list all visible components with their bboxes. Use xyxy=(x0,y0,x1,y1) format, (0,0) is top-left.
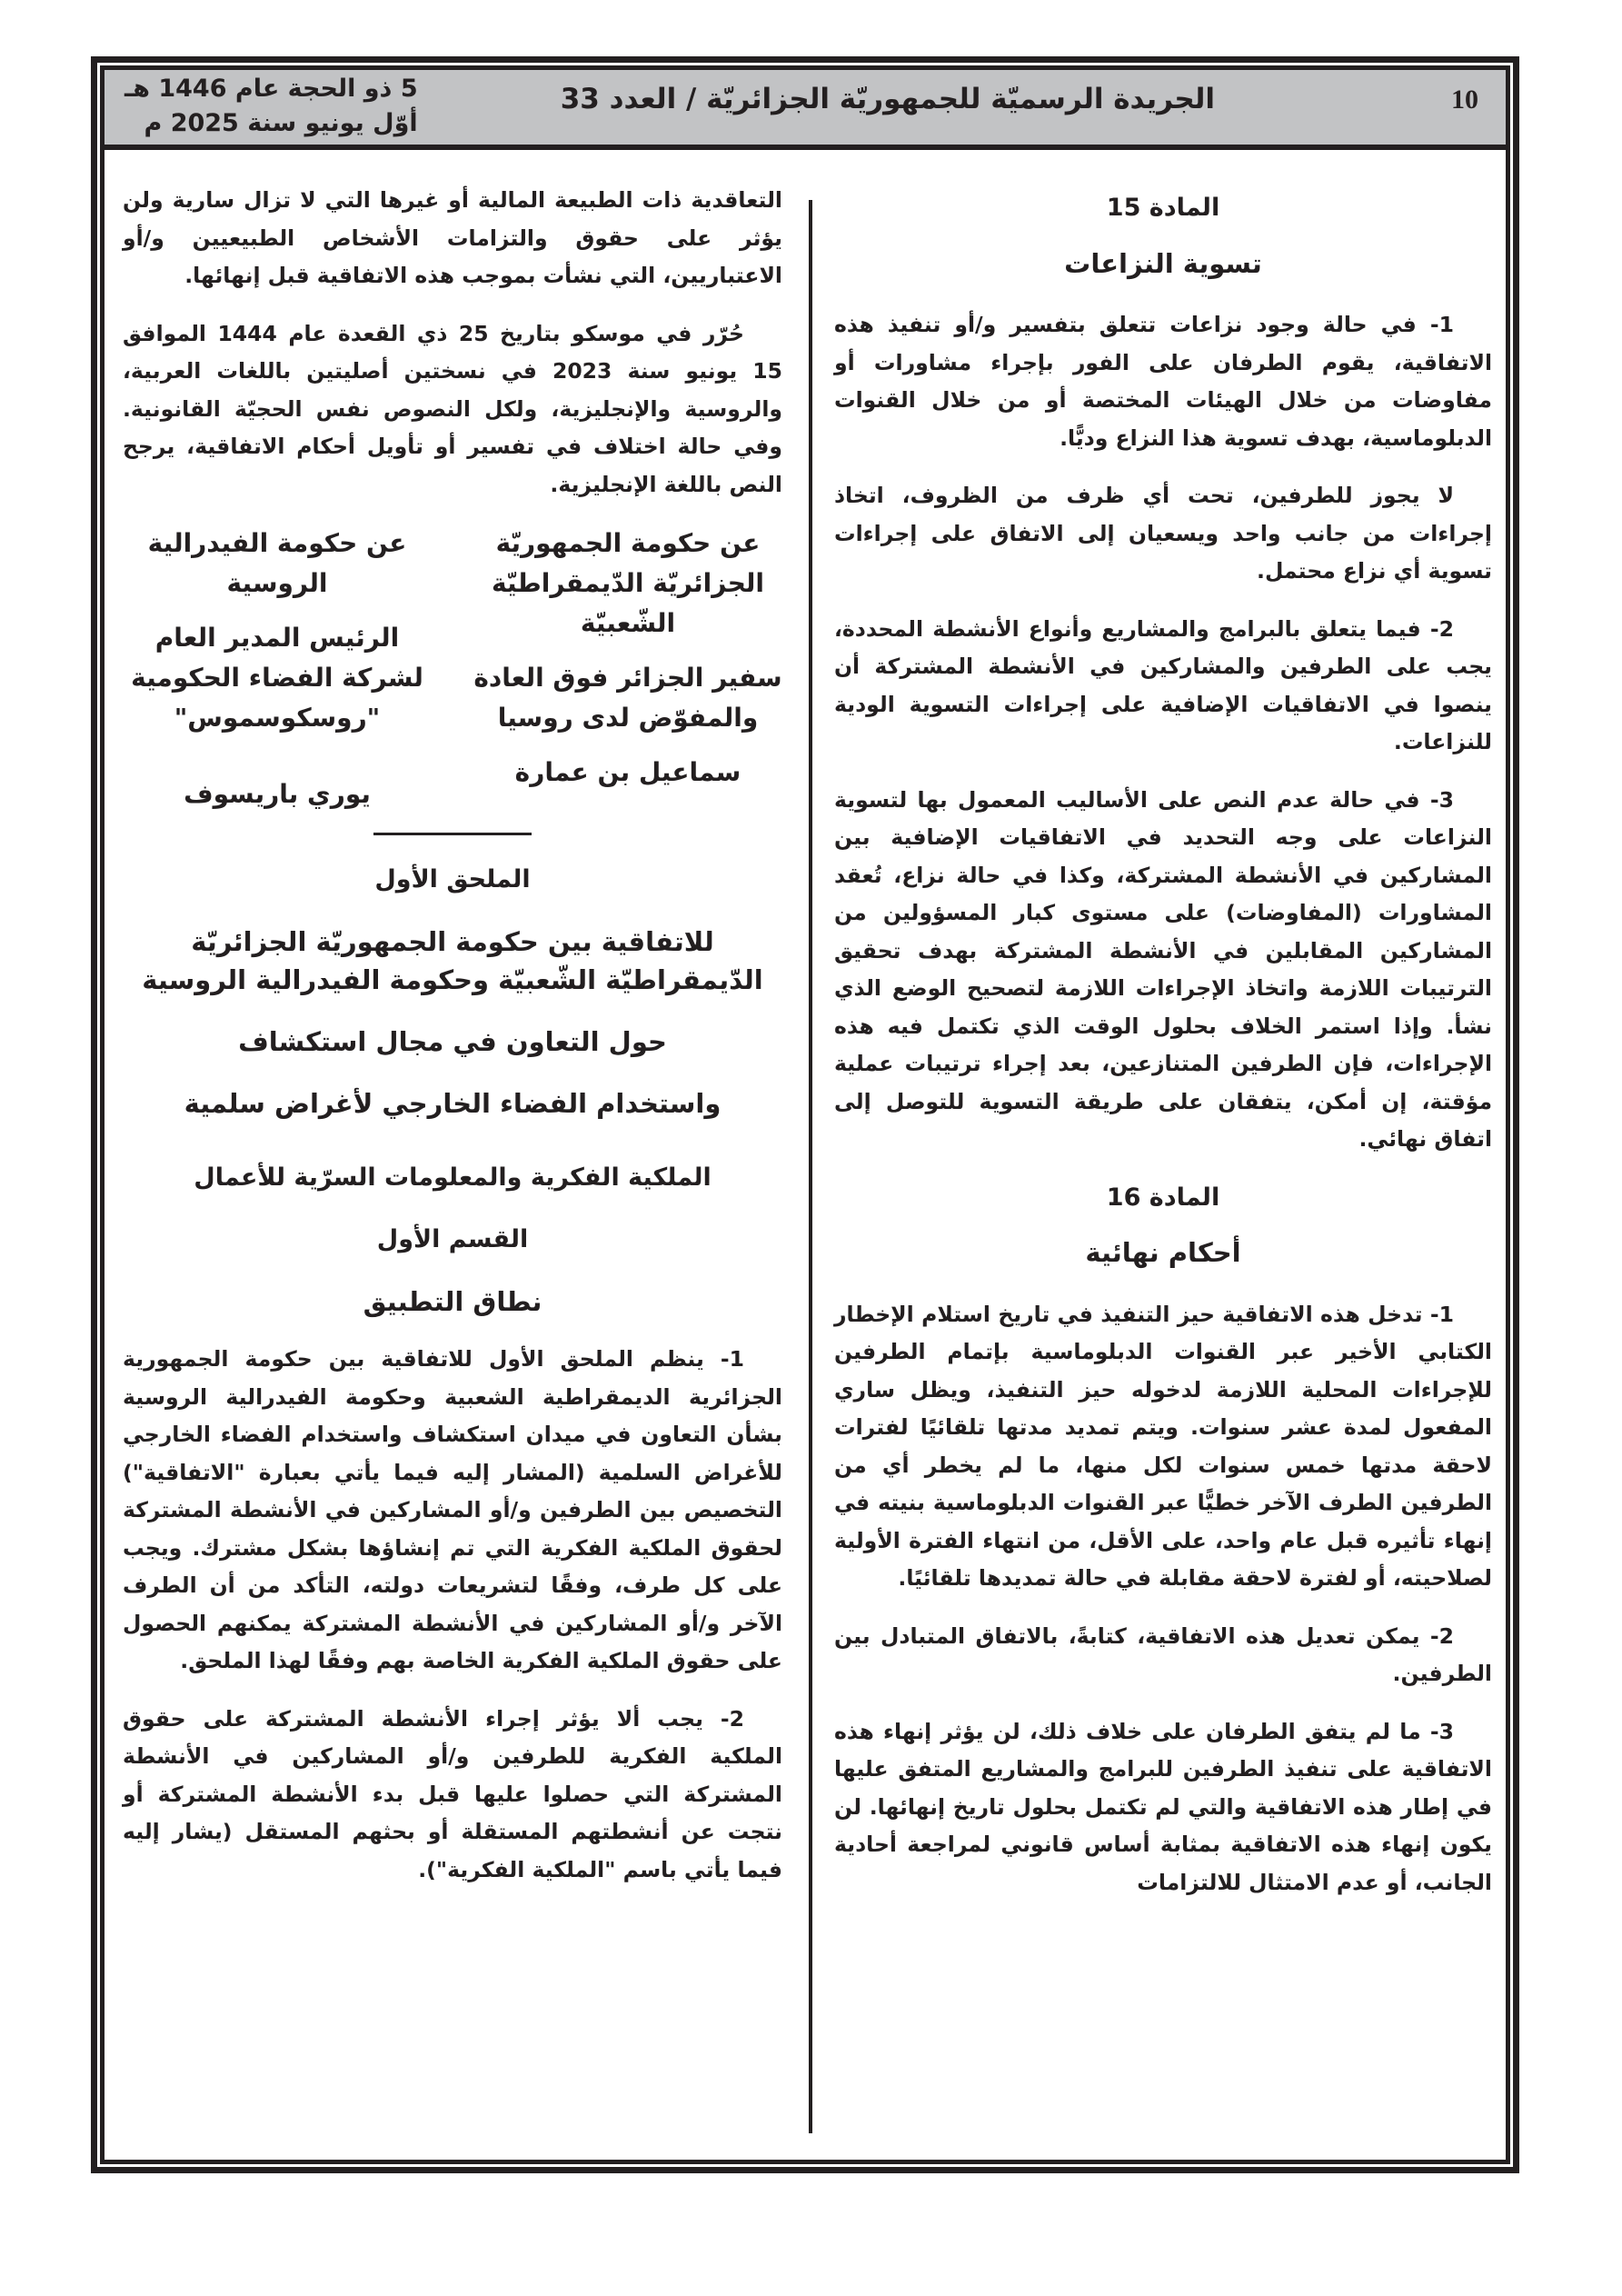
paragraph: 3- في حالة عدم النص على الأساليب المعمول بها لتسوية النزاعات على وجه التحديد في الاتفاقيات الإضافية بين المشاركين في الأنشطة المشتركة، وكذا في حالة نزاع، تُعقد المشاورات (المفاوضات) على مستوى كبار المسؤولين من المشاركين المقابلين في الأنشطة المشتركة بهدف تحقيق الترتيبات اللازمة واتخاذ الإجراءات اللازمة لتصحيح الوضع الذي نشأ. وإذا استمر الخلاف بحلول الوقت الذي تكتمل فيه هذه الإجراءات، فإن الطرفين المتنازعين، بعد إجراء ترتيبات عملية مؤقتة، إن أمكن، يتفقان على طريقة التسوية للتوصل إلى اتفاق نهائي. xyxy=(834,786,1492,1152)
gazette-title: الجريدة الرسميّة للجمهوريّة الجزائريّة / العدد 33 xyxy=(560,83,1215,115)
part-number: القسم الأول xyxy=(376,1225,529,1253)
left-column xyxy=(123,182,782,1909)
date-gregorian: أوّل يونيو سنة 2025 م xyxy=(144,109,418,137)
signatory-name: يوري باريسوف xyxy=(184,779,371,809)
done-at-clause: حُرّر في موسكو بتاريخ 25 ذي القعدة عام 1444 الموافق 15 يونيو سنة 2023 في نسختين أصليتين باللغات العربية، والروسية والإنجليزية، ولكل النصوص نفس الحجيّة القانونية. وفي حالة اختلاف في تفسير أو تأويل أحكام الاتفاقية، يرجح النص باللغة الإنجليزية. xyxy=(123,320,782,497)
date-hijri: 5 ذو الحجة عام 1446 هـ xyxy=(124,75,418,103)
annex-subtitle: حول التعاون في مجال استكشاف xyxy=(238,1026,667,1057)
gazette-header xyxy=(104,70,1506,150)
signature-block xyxy=(123,524,782,814)
signature-russia xyxy=(123,524,432,814)
annex-subtitle: واستخدام الفضاء الخارجي لأغراض سلمية xyxy=(184,1088,721,1119)
right-column xyxy=(834,182,1492,1922)
signatory-role: الرئيس المدير العام لشركة الفضاء الحكومية "روسكوسموس" xyxy=(131,623,423,733)
signatory-party: عن حكومة الفيدرالية الروسية xyxy=(147,528,407,598)
paragraph: 1- في حالة وجود نزاعات تتعلق بتفسير و/أو تنفيذ هذه الاتفاقية، يقوم الطرفان على الفور بإجراء مشاورات أو مفاوضات من خلال الهيئات المختصة أو من خلال القنوات الدبلوماسية، بهدف تسوية هذا النزاع وديًّا. xyxy=(834,312,1492,451)
signature-algeria xyxy=(473,524,782,814)
paragraph: 2- يمكن تعديل هذه الاتفاقية، كتابةً، بالاتفاق المتبادل بين الطرفين. xyxy=(834,1622,1492,1686)
article-15 xyxy=(834,189,1492,1159)
article-title: أحكام نهائية xyxy=(1085,1237,1241,1268)
article-number: المادة 15 xyxy=(1106,194,1220,222)
paragraph: 2- يجب ألا يؤثر إجراء الأنشطة المشتركة على حقوق الملكية الفكرية للطرفين و/أو المشاركين في الأنشطة المشتركة التي حصلوا عليها قبل بدء الأنشطة المشتركة أو نتجت عن أنشطتهم المستقلة أو بحثهم المستقل (يشار إليه فيما يأتي باسم "الملكية الفكرية"). xyxy=(123,1705,782,1882)
paragraph: 2- فيما يتعلق بالبرامج والمشاريع وأنواع الأنشطة المحددة، يجب على الطرفين والمشاركين في الأنشطة المشتركة أن ينصوا في الاتفاقيات الإضافية على إجراءات التسوية الودية للنزاعات. xyxy=(834,615,1492,754)
annex-1 xyxy=(123,861,782,1889)
part-title: نطاق التطبيق xyxy=(363,1286,542,1317)
annex-subtitle: للاتفاقية بين حكومة الجمهوريّة الجزائريّة الدّيمقراطيّة الشّعبيّة وحكومة الفيدرالية الروسية xyxy=(142,926,763,995)
signatory-name: سماعيل بن عمارة xyxy=(514,757,741,787)
column-divider xyxy=(809,200,812,2133)
issue-date xyxy=(124,72,418,141)
article-16 xyxy=(834,1179,1492,1902)
article-title: تسوية النزاعات xyxy=(1064,247,1262,279)
paragraph-continuation: التعاقدية ذات الطبيعة المالية أو غيرها التي لا تزال سارية ولن يؤثر على حقوق والتزامات الأشخاص الطبيعيين و/أو الاعتباريين، التي نشأت بموجب هذه الاتفاقية قبل إنهائها. xyxy=(123,187,782,288)
paragraph: 1- ينظم الملحق الأول للاتفاقية بين حكومة الجمهورية الجزائرية الديمقراطية الشعبية وحكومة الفيدرالية الروسية بشأن التعاون في ميدان استكشاف واستخدام الفضاء الخارجي للأغراض السلمية (المشار إليه فيما يأتي بعبارة "الاتفاقية") التخصيص بين الطرفين و/أو المشاركين في الأنشطة المشتركة لحقوق الملكية الفكرية التي تم إنشاؤها بشكل مشترك. ويجب على كل طرف، وفقًا لتشريعات دولته، التأكد من أن الطرف الآخر و/أو المشاركين في الأنشطة المشتركة يمكنهم الحصول على حقوق الملكية الفكرية الخاصة بهم وفقًا لهذا الملحق. xyxy=(123,1346,782,1673)
article-number: المادة 16 xyxy=(1106,1183,1220,1212)
signatory-party: عن حكومة الجمهوريّة الجزائريّة الدّيمقراطيّة الشّعبيّة xyxy=(491,528,764,638)
signatory-role: سفير الجزائر فوق العادة والمفوّض لدى روسيا xyxy=(473,663,782,733)
annex-title: الملحق الأول xyxy=(374,865,531,893)
paragraph: 1- تدخل هذه الاتفاقية حيز التنفيذ في تاريخ استلام الإخطار الكتابي الأخير عبر القنوات الدبلوماسية بإتمام الطرفين للإجراءات المحلية اللازمة لدخوله حيز التنفيذ، ويظل ساري المفعول لمدة عشر سنوات. ويتم تمديد مدتها تلقائيًا لفترات لاحقة مدتها خمس سنوات لكل منها، ما لم يخطر أي من الطرفين الطرف الآخر خطيًّا عبر القنوات الدبلوماسية بنيته في إنهاء تأثيره قبل عام واحد، على الأقل، من انتهاء الفترة الأولية لصلاحيته، أو لفترة لاحقة مقابلة في حالة تمديدها تلقائيًا. xyxy=(834,1301,1492,1591)
page-number: 10 xyxy=(1451,85,1478,115)
section-heading: الملكية الفكرية والمعلومات السرّية للأعمال xyxy=(194,1163,711,1192)
paragraph: 3- ما لم يتفق الطرفان على خلاف ذلك، لن يؤثر إنهاء هذه الاتفاقية على تنفيذ الطرفين للبرامج والمشاريع المتفق عليها في إطار هذه الاتفاقية والتي لم تكتمل بحلول تاريخ إنهائها. لن يكون إنهاء هذه الاتفاقية بمثابة أساس قانوني لمراجعة أحادية الجانب، أو عدم الامتثال للالتزامات xyxy=(834,1718,1492,1895)
paragraph: لا يجوز للطرفين، تحت أي ظرف من الظروف، اتخاذ إجراءات من جانب واحد ويسعيان إلى الاتفاق على إجراءات تسوية أي نزاع محتمل. xyxy=(834,483,1492,584)
section-separator xyxy=(373,833,532,835)
